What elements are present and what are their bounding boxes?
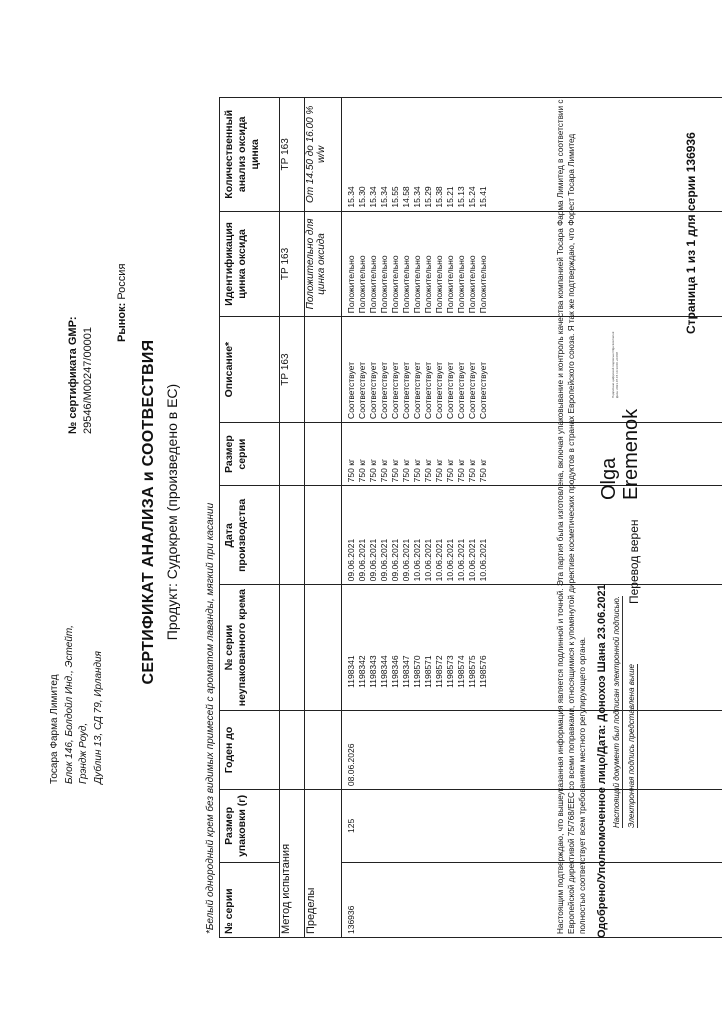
confirmation-statement: Настоящим подтверждаю, что вышеуказанная информация является подлинной и точной. Эта партия была изготовлена, включая упаковывание и контроль качества компанией Тосара Фарма Лимитед в соответствии с Европейской директивой 75/768/ЕЕС со всеми поправками, относящимися к упомянутой директиве косметических продуктов в странах Европейского союза. Я так же подтверждаю, что Форест Тосара Лимитед полностью соответствует всем требованиям местного регулирующего органа. (555, 93, 588, 938)
method-label: Метод испытания (280, 790, 305, 938)
table-row (401, 98, 412, 938)
bulk-batch: 1198343 (368, 585, 379, 710)
pack-size (467, 790, 478, 863)
batch-size: 750 кг (390, 422, 401, 485)
electronic-signature-note: Настоящий документ был подписан электронной подписью. (612, 595, 621, 828)
translator-signature: Olga Eremenok (598, 408, 642, 500)
expiry-date (423, 710, 434, 789)
batch-number (401, 862, 412, 937)
market-label: Рынок: (116, 302, 128, 342)
product-name: Продукт: Судокрем (произведено в ЕС) (164, 383, 180, 641)
table-row (412, 98, 423, 938)
table-row (456, 98, 467, 938)
batch-size: 750 кг (434, 422, 445, 485)
manufacture-date: 10.06.2021 (478, 486, 489, 585)
pack-size (401, 790, 412, 863)
document-title: СЕРТИФИКАТ АНАЛИЗА и СООТВЕСТВИЯ (140, 339, 157, 685)
address-line: Блок 146, Болдойл Инд., Эстейт, (63, 625, 75, 784)
manufacture-date: 09.06.2021 (342, 486, 358, 585)
batch-size: 750 кг (368, 422, 379, 485)
batch-size: 750 кг (456, 422, 467, 485)
limits-label: Пределы (305, 790, 342, 938)
expiry-date: 08.06.2026 (342, 710, 358, 789)
assay-result: 15.34 (368, 98, 379, 212)
limits-row (305, 98, 342, 938)
batch-number (456, 862, 467, 937)
bulk-batch: 1198346 (390, 585, 401, 710)
identification-result: Положительно (379, 211, 390, 317)
description-result: Соответствует (401, 317, 412, 423)
analysis-table (219, 97, 722, 938)
header-assay: Количественный анализ оксида цинка (220, 98, 280, 212)
identification-result: Положительно (357, 211, 368, 317)
manufacture-date: 10.06.2021 (434, 486, 445, 585)
batch-number (412, 862, 423, 937)
header-pack-size: Размер упаковки (г) (220, 790, 280, 863)
assay-result: 15.34 (379, 98, 390, 212)
table-row (368, 98, 379, 938)
assay-result: 15.13 (456, 98, 467, 212)
table-row (445, 98, 456, 938)
table-row (379, 98, 390, 938)
pack-size (368, 790, 379, 863)
bulk-batch: 1198572 (434, 585, 445, 710)
bulk-batch: 1198575 (467, 585, 478, 710)
batch-size: 750 кг (478, 422, 489, 485)
expiry-date (434, 710, 445, 789)
manufacture-date: 10.06.2021 (423, 486, 434, 585)
pack-size (423, 790, 434, 863)
batch-number (379, 862, 390, 937)
method-assay: ТР 163 (280, 98, 305, 212)
market (116, 264, 128, 342)
batch-number: 136936 (342, 862, 358, 937)
assay-result: 15.34 (412, 98, 423, 212)
identification-result: Положительно (412, 211, 423, 317)
manufacture-date: 10.06.2021 (412, 486, 423, 585)
company-address (48, 625, 106, 784)
manufacture-date: 09.06.2021 (390, 486, 401, 585)
bulk-batch: 1198576 (478, 585, 489, 710)
pack-size (379, 790, 390, 863)
method-row (280, 98, 305, 938)
batch-number (467, 862, 478, 937)
description-result: Соответствует (445, 317, 456, 423)
manufacture-date: 10.06.2021 (467, 486, 478, 585)
table-row (478, 98, 489, 938)
bulk-batch: 1198574 (456, 585, 467, 710)
batch-size: 750 кг (412, 422, 423, 485)
batch-number (434, 862, 445, 937)
electronic-signature-note-2: Электронная подпись представлена выше (627, 664, 636, 828)
identification-result: Положительно (342, 211, 358, 317)
description-footnote: *Белый однородный крем без видимых примесей с ароматом лаванды, мягкий при касании (205, 502, 216, 934)
description-result: Соответствует (390, 317, 401, 423)
expiry-date (390, 710, 401, 789)
bulk-batch: 1198571 (423, 585, 434, 710)
batch-size: 750 кг (342, 422, 358, 485)
batch-size: 750 кг (379, 422, 390, 485)
batch-number (478, 862, 489, 937)
address-line: Дублин 13, СД 79, Ирландия (92, 651, 104, 784)
identification-result: Положительно (445, 211, 456, 317)
expiry-date (467, 710, 478, 789)
description-result: Соответствует (342, 317, 358, 423)
manufacture-date: 09.06.2021 (379, 486, 390, 585)
table-header-row (220, 98, 280, 938)
batch-number (423, 862, 434, 937)
description-result: Соответствует (412, 317, 423, 423)
bulk-batch: 1198347 (401, 585, 412, 710)
identification-result: Положительно (478, 211, 489, 317)
batch-size: 750 кг (467, 422, 478, 485)
manufacture-date: 09.06.2021 (357, 486, 368, 585)
batch-number (445, 862, 456, 937)
translation-verified: Перевод верен (627, 519, 641, 604)
company-name: Тосара Фарма Лимитед (49, 674, 60, 784)
table-row (342, 98, 358, 938)
assay-result: 15.41 (478, 98, 489, 212)
batch-size: 750 кг (445, 422, 456, 485)
batch-number (368, 862, 379, 937)
expiry-date (368, 710, 379, 789)
pack-size (478, 790, 489, 863)
manufacture-date: 09.06.2021 (368, 486, 379, 585)
expiry-date (445, 710, 456, 789)
header-manufacture-date: Дата производства (220, 486, 280, 585)
expiry-date (412, 710, 423, 789)
header-identification: Идентификация цинка оксида (220, 211, 280, 317)
manufacture-date: 09.06.2021 (401, 486, 412, 585)
bulk-batch: 1198342 (357, 585, 368, 710)
assay-result: 15.34 (342, 98, 358, 212)
approval-line: Одобрено/Уполномоченное лицо/Дата: Донохоэ Шана 23.06.2021 (596, 584, 608, 938)
header-expiry: Годен до (220, 710, 280, 789)
assay-result: 15.55 (390, 98, 401, 212)
expiry-date (401, 710, 412, 789)
identification-result: Положительно (390, 211, 401, 317)
identification-result: Положительно (423, 211, 434, 317)
header-bulk-batch: № серии неупакованного крема (220, 585, 280, 710)
header-batch-size: Размер серии (220, 422, 280, 485)
description-result: Соответствует (467, 317, 478, 423)
digital-signature-stamp: Подписано цифровой подписью Olga Eremenok Дата: 2021.07.15 14:33:00 +03'00' (611, 331, 619, 398)
limits-identification: Положительно для цинка оксида (305, 211, 342, 317)
assay-result: 15.24 (467, 98, 478, 212)
expiry-date (478, 710, 489, 789)
expiry-date (456, 710, 467, 789)
bulk-batch: 1198573 (445, 585, 456, 710)
bulk-batch: 1198341 (342, 585, 358, 710)
method-description: ТР 163 (280, 317, 305, 423)
page-info: Страница 1 из 1 для серии 136936 (684, 132, 698, 334)
header-description: Описание* (220, 317, 280, 423)
pack-size (357, 790, 368, 863)
identification-result: Положительно (368, 211, 379, 317)
gmp-certificate (66, 316, 95, 434)
description-result: Соответствует (456, 317, 467, 423)
pack-size (434, 790, 445, 863)
identification-result: Положительно (456, 211, 467, 317)
gmp-number: 29546/M00247/00001 (81, 326, 94, 434)
pack-size (445, 790, 456, 863)
pack-size (412, 790, 423, 863)
identification-result: Положительно (467, 211, 478, 317)
batch-size: 750 кг (357, 422, 368, 485)
assay-result: 15.29 (423, 98, 434, 212)
expiry-date (357, 710, 368, 789)
batch-size: 750 кг (401, 422, 412, 485)
batch-number (390, 862, 401, 937)
expiry-date (379, 710, 390, 789)
table-row (357, 98, 368, 938)
pack-size: 125 (342, 790, 358, 863)
pack-size (456, 790, 467, 863)
description-result: Соответствует (434, 317, 445, 423)
table-row (467, 98, 478, 938)
description-result: Соответствует (478, 317, 489, 423)
description-result: Соответствует (379, 317, 390, 423)
description-result: Соответствует (357, 317, 368, 423)
gmp-label: № сертификата GMP: (67, 316, 79, 434)
assay-result: 14.58 (401, 98, 412, 212)
table-row (423, 98, 434, 938)
description-result: Соответствует (423, 317, 434, 423)
table-row (434, 98, 445, 938)
bulk-batch: 1198344 (379, 585, 390, 710)
manufacture-date: 10.06.2021 (456, 486, 467, 585)
assay-result: 15.30 (357, 98, 368, 212)
address-line: Грэндж Роуд, (78, 722, 89, 784)
pack-size (390, 790, 401, 863)
batch-number (357, 862, 368, 937)
bulk-batch: 1198570 (412, 585, 423, 710)
method-identification: ТР 163 (280, 211, 305, 317)
manufacture-date: 10.06.2021 (445, 486, 456, 585)
header-batch-number: № серии (220, 862, 280, 937)
batch-size: 750 кг (423, 422, 434, 485)
assay-result: 15.21 (445, 98, 456, 212)
assay-result: 15.38 (434, 98, 445, 212)
table-row (390, 98, 401, 938)
limits-assay: От 14.50 до 16.00 % w/w (305, 98, 342, 212)
market-value: Россия (116, 263, 128, 300)
identification-result: Положительно (434, 211, 445, 317)
identification-result: Положительно (401, 211, 412, 317)
description-result: Соответствует (368, 317, 379, 423)
